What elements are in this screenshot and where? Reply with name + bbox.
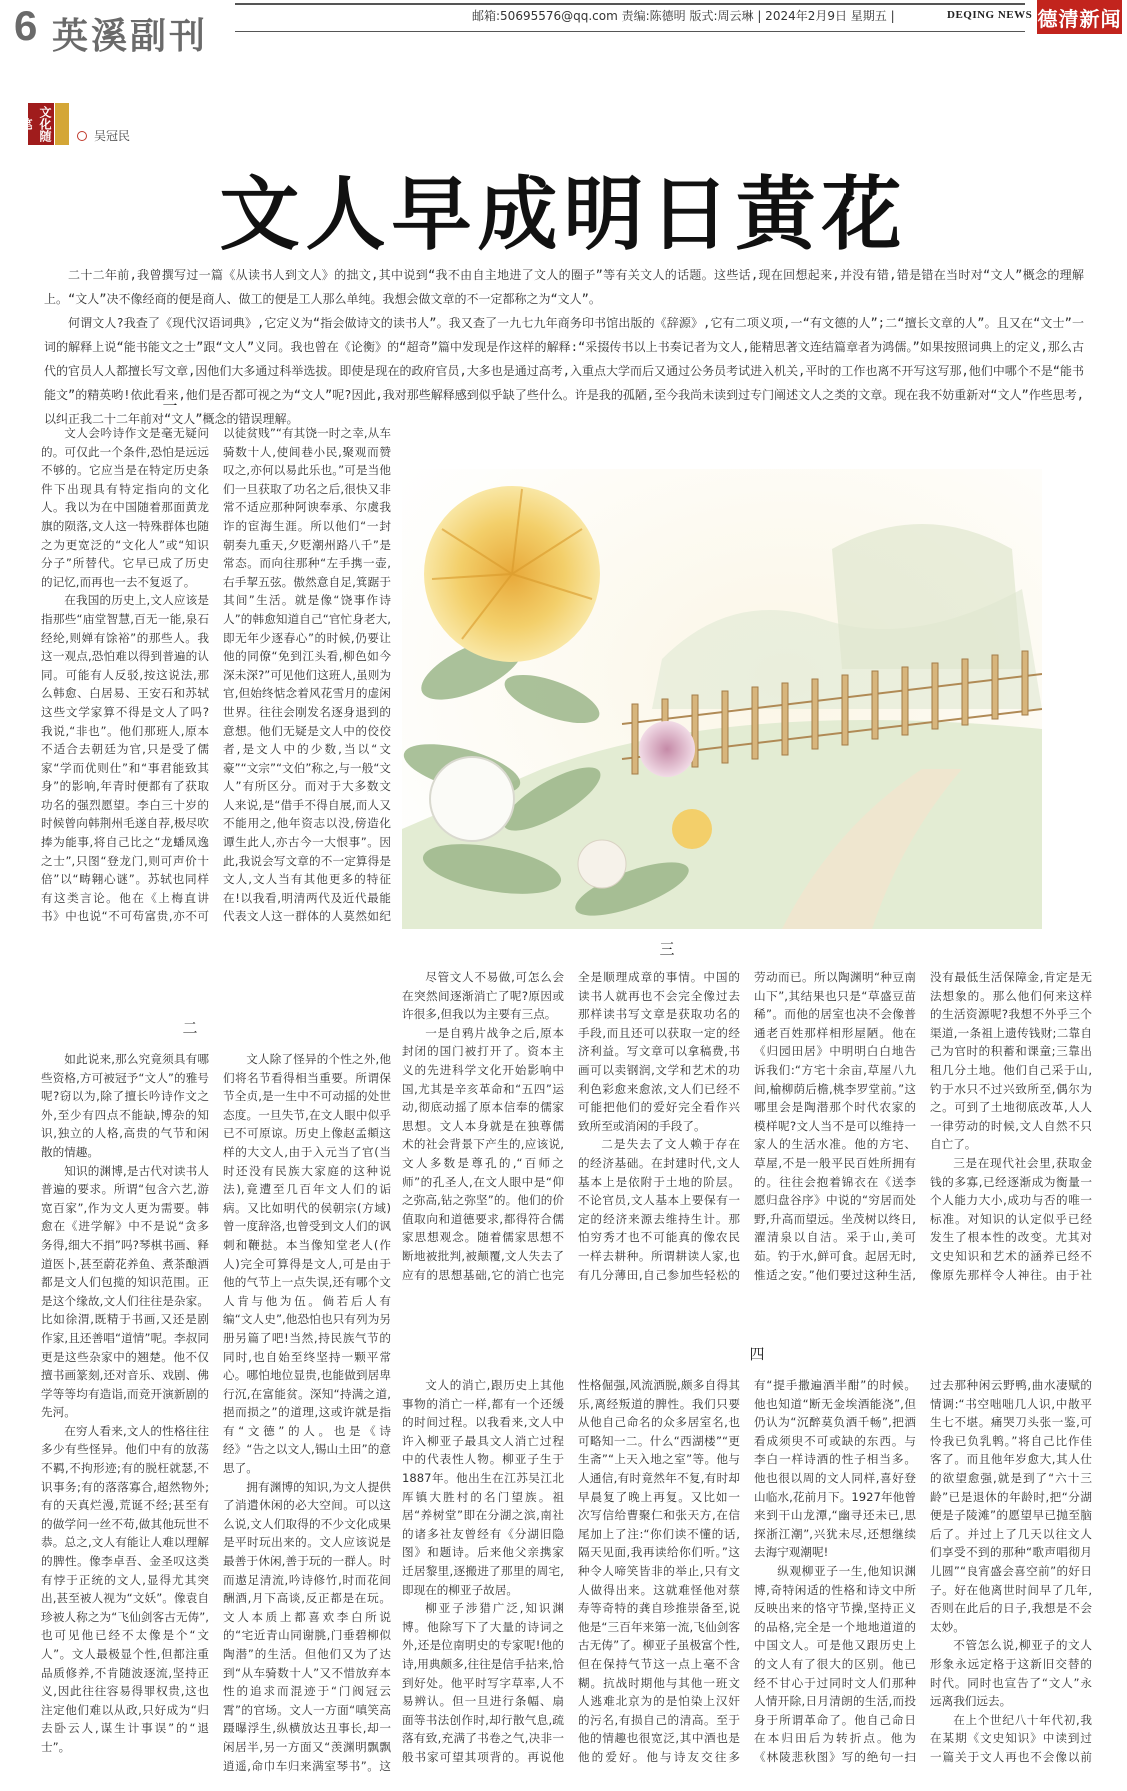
section-title: 英溪副刊 [52, 16, 209, 57]
body-paragraph: 在我国的历史上,文人应该是指那些“庙堂智慧,百无一能,泉石经纶,则婵有馀裕”的那些人。我这一观点,恐怕难以得到普遍的认同。可能有人反驳,按这说法,那么韩愈、白居易、王安石和苏轼这些文学家算不得是文人了吗?我说,“非也”。他们那班人,原本不适合去朝廷为官,只是受了儒家“学而优则仕”和“事君能致其身”的影响,年青时便都有了获取功名的强烈愿望。李白三十岁的时候曾向韩荆州毛遂自荐,极尽吹捧为能事,将自己比之“龙蟠凤逸之士”,只图“登龙门,则可声价十倍”以“畴翱心谜”。苏轼也同样有这类言论。他在《上梅直讲书》中也说“不可苟富贵,亦不可以徒贫贱”“有其饶一时之幸,从车骑数十人,使闾巷小民,聚观而赞叹之,亦何以易此乐也。”可是当他们一旦获取了功名之后,很快又非常不适应那种阿谀奉承、尔虞我诈的宦海生涯。所以他们“一封朝奏九重天,夕贬潮州路八千”是常态。而向往那种“左手携一壶,右手挈五弦。傲然意自足,箕踞于其间”生活。就是像“饶事作诗人”的韩愈知道自己“官忙身老大,即无年少逐春心”的时候,仍要让他的同僚“免到江头看,柳色如今深未深?”可见他们这班人,虽则为官,但始终惦念着风花雪月的虚闲世界。往往会刚发名逐身退到的意想。他们无疑是文人中的佼佼者,是文人中的少数,当以“文豪”“文宗”“文伯”称之,与一般“文人”有所区分。而对于大多数文人来说,是“借手不得自展,而人又不能用之,他年资志以没,傍造化谭生此人,亦古今一大恨事”。因此,我说会写文章的不一定算得是文人,文人当有其他更多的特征在!以我看,明清两代及近代最能代表文人这一群体的人莫然如纪 [41, 426, 391, 924]
body-paragraph: 拥有渊博的知识,为文人提供了消遣休闲的必大空间。可以这么说,文人们取得的不少文化成果是平时玩出来的。文人应该说是最善于休闲,善于玩的一群人。时而遨足清流,吟诗修竹,时而花间酬酒,月下高谈,反正都是在玩。文人本质上都喜欢李白所说的“宅近青山同谢朓,门垂碧柳似陶潜”的生活。但他们又为了达到“从车骑数十人”又不惜放弃本性的追求而混迹于“门阀冠云霄”的官场。文人一方面“嗔笑高蹑曝浮生,纵横放达丑事长,却一闲居半,另一方面又“羡渊明飘飘逍遥,命巾车归来满室琴书”。这 [223, 1479, 391, 1773]
body-paragraph: 文人会吟诗作文是毫无疑问的。可仅此一个条件,恐怕是远远不够的。它应当是在特定历史条件下出现具有特定指向的文化人。我以为在中国随着那面黄龙旗的陨落,文人这一特殊群体也随之为更宽泛的“文化人”或“知识分子”所替代。它早已成了历史的记忆,而再也一去不复返了。 [41, 426, 209, 589]
section-two-body [41, 1050, 391, 1785]
chrysanthemum-illustration [402, 469, 1042, 929]
body-paragraph: 在上个世纪八十年代初,我在某期《文史知识》中读到过一篇关于文人再也不会像以前 [930, 1712, 1092, 1764]
section-three-body [402, 968, 1092, 1298]
body-paragraph: 二是失去了文人赖于存在的经济基础。在封建时代,文人基本上是依附于土地的阶层。不论官员,文人基本上要保有一定的经济来源去维持生计。那怕穷秀才也不可能真的像农民一样去耕种。所谓耕读人家,也有几分薄田,自己参加些轻松的劳动而已。所以陶渊明“种豆南山下”,其结果也只是“草盛豆苗稀”。而他的居室也决不会像普通老百姓那样相形屋陋。他在《归园田居》中明明白白地告诉我们:“方宅十余亩,草屋八九间,榆柳荫后檐,桃李罗堂前。”这哪里会是陶潜那个时代农家的模样呢?文人当不是可以维持一家人的生活水准。他的方宅、草屋,不是一般平民百姓所拥有的。往往会抱着锦衣在《送李愿归盘谷序》中说的“穷居而处野,升高而望远。坐茂树以终日,濯清泉以自洁。采于山,美可茹。钓于水,鲜可食。起居无时,惟适之安。”他们要过这种生活,没有最低生活保障金,肯定是无法想象的。那么他们何来这样的生活资源呢?我想不外乎三个渠道,一条祖上遗传钱财;二靠自己为官时的积蓄和课童;三靠出租几分土地。他们自己采于山,钓于水只不过兴致所至,偶尔为之。可到了土地彻底改革,人人一律劳动的时候,文人自然不只自亡了。 [578, 970, 1092, 1282]
illustration-svg [402, 469, 1042, 929]
body-paragraph: 知识的渊博,是古代对读书人普遍的要求。所谓“包含六艺,游宽百家”,作为文人更为需要。韩愈在《进学解》中不是说“贪多务得,细大不捐”吗?琴棋书画、释道医卜,甚至蔚花养鱼、煮茶酿酒都是文人们包揽的知识范围。正是这个缘故,文人们往往是杂家。比如徐渭,既精于书画,又还是剧作家,且还善唱“道情”呢。李叔同更是这些杂家中的翘楚。他不仅擅书画篆刻,还对音乐、戏剧、佛学等等均有造诣,而竞开演新剧的先河。 [41, 1163, 209, 1420]
body-paragraph: 尽管文人不易做,可怎么会在突然间逐渐消亡了呢?原因或许很多,但我以为主要有三点。 [402, 970, 564, 1022]
body-paragraph: 在穷人看来,文人的性格往往多少有些怪异。他们中有的放荡不羁,不拘形迹;有的脱枉就瑟,不识事务;有的落落寡合,超然物外;有的天真烂漫,荒诞不经;甚至有的做学问一丝不苟,做其他玩世不恭。总之,文人有能让人难以理解的脾性。像李卓吾、金圣叹这类有悖于正统的文人,显得尤其突出,甚至被人视为“文妖”。像袁自珍被人称之为“飞仙剑客古无俦”,也可见他已经不太像是个“文人”。文人最极显个性,但都注重品质修养,不肯随波逐流,坚持正义,因此往往容易得罪权贵,这也注定他们难以从政,只好成为“归去卧云人,谋生计事误”的“退士”。 [41, 1423, 209, 1754]
body-paragraph: 三是在现代社会里,获取金钱的多寡,已经逐渐成为衡量一个人能力大小,成功与否的唯一标准。对知识的认定似乎已经发生了根本性的改变。尤其对文史知识和艺术的涵养已经不像原先那样令人神往。由于社 [930, 1155, 1092, 1282]
body-paragraph: 如此说来,那么究竟须具有哪些资格,方可被冠予“文人”的雅号呢?窃以为,除了擅长吟诗作文之外,至少有四点不能缺,博杂的知识,独立的人格,高贵的气节和闲散的情趣。 [41, 1052, 209, 1159]
headline: 文人早成明日黄花 [219, 167, 908, 261]
column-badge: 文化随笔 [28, 103, 54, 145]
newspaper-english-name: DEQING NEWS [947, 9, 1033, 21]
section-number-three: 三 [659, 940, 675, 958]
section-four-body [402, 1376, 1092, 1785]
header-info: 邮箱:50695576@qq.com 责编:陈德明 版式:周云琳 | 2024年2月9日 星期五 | [472, 9, 895, 23]
section-number-one: 一 [162, 397, 178, 415]
intro-text [44, 263, 1084, 431]
author-bullet-icon [77, 131, 87, 141]
author-name: 吴冠民 [94, 129, 131, 143]
body-paragraph: 纵观柳亚子一生,他知识渊博,奇特闲适的性格和诗文中所反映出来的恪守节操,坚持正义的品格,完全是一个地地道道的中国文人。可是他又跟历史上的文人有了很大的区别。他已经不甘心于过同时文人们那种人情开除,日月清朗的生活,而投身于所谓革命了。他自己命日在本归田后为转折点。他为《林陵悲秋图》写的绝句一扫过去那种闲云野鸭,曲水凄赋的情调:“书空咄咄几人识,中散平生七不堪。痛哭刀头张一鉴,可怜我已负乳鹎。”将自己比作佳客了。而且他年岁愈大,其人仕的欲望愈强,就是到了“六十三龄”已是退休的年龄时,把“分湖便是子陵滩”的愿望早已抛至脑后了。并过上了几天以往文人们享受不到的那种“歌声唱彻月儿圆”“良宵盛会喜空前”的好日子。好在他离世时间早了几年,否则在此后的日子,我想是不会太妙。 [754, 1378, 1092, 1764]
intro-paragraph: 二十二年前,我曾撰写过一篇《从读书人到文人》的拙文,其中说到“我不由自主地进了文人的圈子”等有关文人的话题。这些话,现在回想起来,并没有错,错是错在当时对“文人”概念的理解上。“文人”决不像经商的便是商人、做工的便是工人那么单纯。我想会做文章的不一定都称之为“文人”。 [44, 268, 1084, 306]
page-number: 6 [14, 2, 39, 49]
body-paragraph: 柳亚子涉猎广泛,知识渊博。他除写下了大量的诗词之外,还是位南明史的专家呢!他的诗,用典颇多,往往是信手拈来,恰到好处。他平时写字草率,人不易辨认。但一旦进行条幅、扇面等书法创作时,却行散气息,疏落有致,充满了书卷之气,决非一般书家可望其项背的。再说他性格倔强,风流洒脱,颇多自得其乐,离经叛道的脾性。我们只要从他自己命名的众多居室名,也可略知一二。什么“西湖楼”“更生斋”“上天入地之室”等。他与人通信,有时竟然年不复,有时却早晨复了晚上再复。又比如一次写信给曹聚仁和张天方,在信尾加上了注:“你们读不懂的话,隔天见面,我再读给你们听。”这种令人啼笑皆非的举止,只有文人做得出来。这就难怪他对蔡寿等奇特的龚自珍推崇备至,说他是“三百年来第一流,飞仙剑客古无俦”了。柳亚子虽极富个性,但在保持气节这一点上毫不含糊。抗战时期他与其他一班文人逃难北京为的是怕染上汉奸的污名,有损自己的清高。至于他的情趣也很宽泛,其中酒也是他的爱好。他与诗友交往多有“提手撒遍酒半酣”的时候。他也知道“断无金埃酒能浇”,但仍认为“沉醉莫负酒千畅”,把酒看成须臾不可或缺的东西。与李白一样诗酒的性子相当多。他也很以周的文人同样,喜好登山临水,花前月下。1927年他曾来到干山龙潭,“幽寻还未已,思探浙江潮”,兴犹未尽,还想继续去海宁观潮呢! [402, 1378, 916, 1764]
section-number-two: 二 [182, 1019, 198, 1037]
body-paragraph: 一是自鸦片战争之后,原本封闭的国门被打开了。资本主义的先进科学文化开始影响中国,尤其是辛亥革命和“五四”运动,彻底动摇了原本信奉的儒家思想。文人本身就是在独尊儒术的社会背景下产生的,应该说,文人多数是尊孔的,“百师之师”的孔圣人,在文人眼中是“仰之弥高,钻之弥坚”的。他们的价值取向和道德要求,都得符合儒家思想观念。随着儒家思想不断地被批判,被颠覆,文人失去了应有的思想基础,它的消亡也完全是顺理成章的事情。中国的读书人就再也不会完全像过去那样读书写文章是获取功名的手段,而且还可以获取一定的经济利益。写文章可以拿稿费,书画可以卖钢润,文学和艺术的功利色彩愈来愈浓,文人们已经不可能把他们的爱好完全看作兴致所至或消闲的手段了。 [402, 970, 740, 1282]
body-paragraph: 文人的消亡,跟历史上其他事物的消亡一样,都有一个还缓的时间过程。以我看来,文人中许入柳亚子最具文人消亡过程中的代表性人物。柳亚子生于1887年。他出生在江苏吴江北厍镇大胜村的名门望族。祖居“养树堂”即在分湖之滨,南社的诸多社友曾经有《分湖旧隐图》和题诗。后来他父亲携家迁居黎里,逐搬进了那里的周宅,即现在的柳亚子故居。 [402, 1378, 564, 1597]
column-badge-accent [55, 103, 69, 145]
intro-paragraph: 何谓文人?我查了《现代汉语词典》,它定义为“指会做诗文的读书人”。我又查了一九七九年商务印书馆出版的《辞源》,它有二项义项,一“有文德的人”;二“擅长文章的人”。且又在“文士”一词的解释上说“能书能文之士”跟“文人”义同。我也曾在《论衡》的“超奇”篇中发现是作这样的解释:“采掇传书以上书奏记者为文人,能精思著文连结篇章者为鸿儒。”如果按照词典上的定义,那么古代的官员人人都擅长写文章,因他们大多通过科举选拔。即使是现在的政府官员,大多也是通过高考,入重点大学而后又通过公务员考试进入机关,平时的工作也离不开写这写那,他们中哪个不是“能书能文”的精英哟!依此看来,他们是否都可视之为“文人”呢?因此,我对那些解释感到似乎缺了些什么。许是我的孤陋,至今我尚未读到过专门阐述文人之类的文章。现在我不妨重新对“文人”作些思考,以纠正我二十二年前对“文人”概念的错误理解。 [44, 316, 1084, 426]
body-paragraph: 文人除了怪异的个性之外,他们将名节看得相当重要。所谓保节全贞,是一生中不可动摇的处世态度。一旦失节,在文人眼中似乎已不可原谅。历史上像赵孟頫这样的大文人,由于入元当了官(当时还没有民族大家庭的这种说法),竟遭至几百年文人们的诟病。又比如明代的侯朝宗(方域)曾一度辞洛,也曾受到文人们的讽刺和鞭挞。本当像知堂老人(作人)完全可算得是文人,可是由于他的气节上一点失误,还有哪个文人肯与他为伍。倘若后人有编“文人史”,他恐怕也只有列为另册另篇了吧!当然,持民族气节的同时,也自始至终坚持一颗平常心。哪怕地位显贵,也能做到居卑行沉,在富能贫。深知“持满之道,挹而损之”的道理,这或许就是指有“文德”的人。也是《诗经》“告之以文人,锡山土田”的意思了。 [223, 1052, 391, 1476]
body-paragraph: 不管怎么说,柳亚子的文人形象永远定格于这新旧交替的时代。同时也宣告了“文人”永远离我们远去。 [930, 1638, 1092, 1709]
section-one-body [41, 424, 391, 939]
section-number-four: 四 [749, 1345, 765, 1363]
newspaper-logo: 德清新闻 [1037, 0, 1122, 34]
